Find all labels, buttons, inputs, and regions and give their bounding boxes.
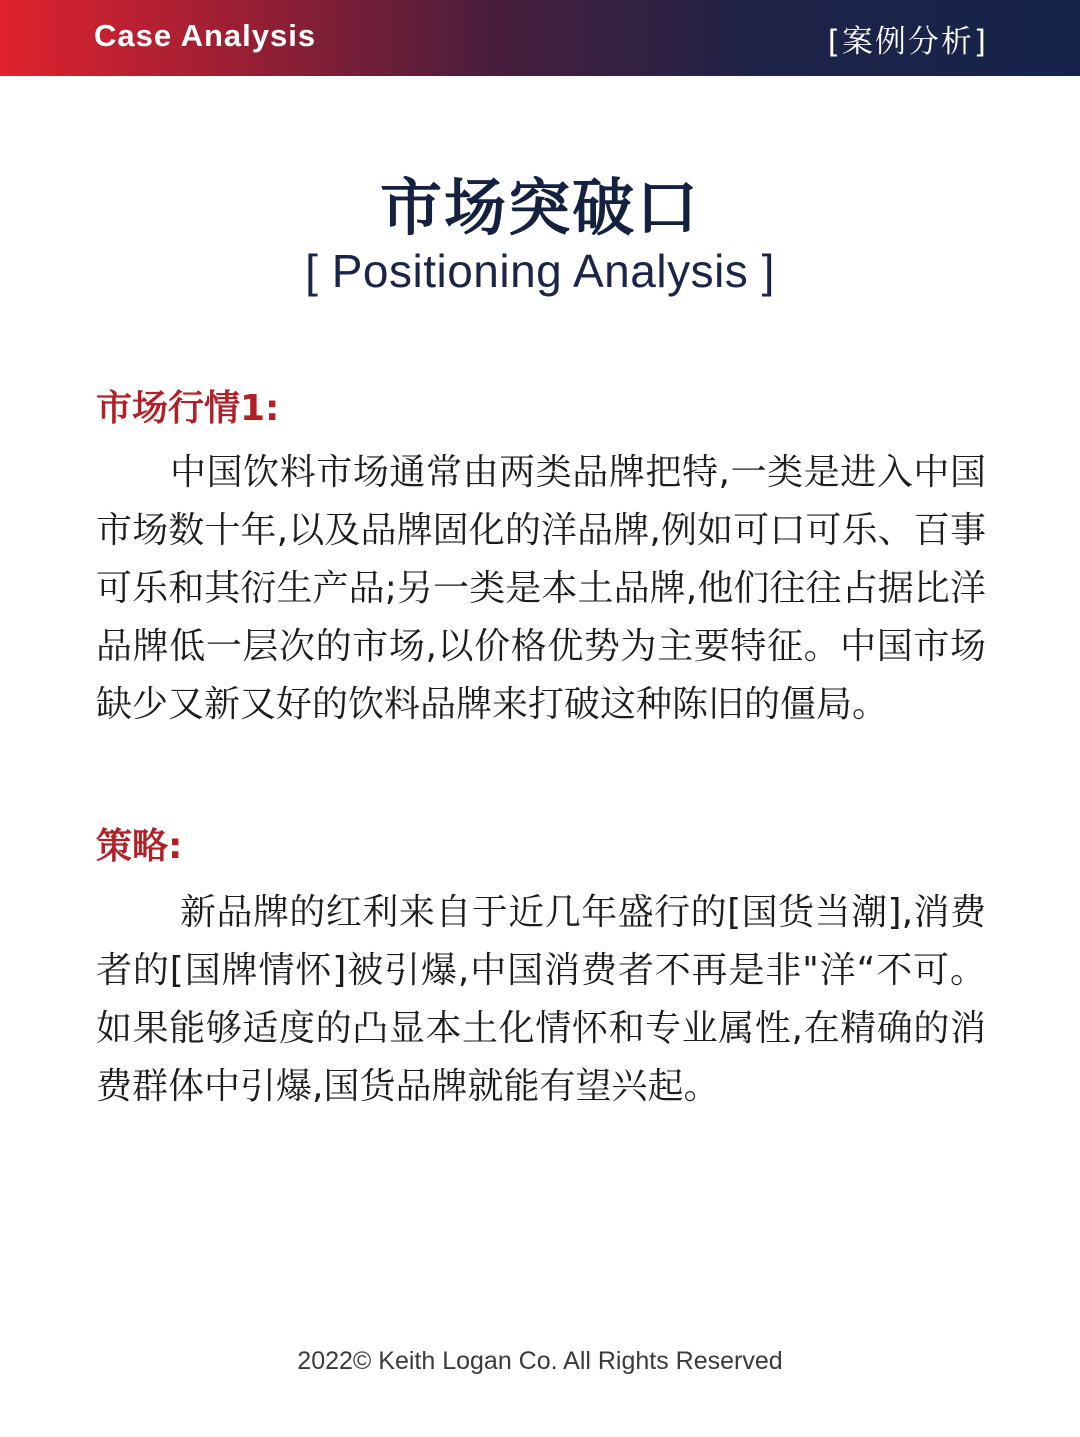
page-title: 市场突破口	[379, 171, 700, 244]
footer-copyright: 2022© Keith Logan Co. All Rights Reserved	[297, 1347, 783, 1375]
section-heading-market: 市场行情1:	[96, 388, 280, 429]
section-body-strategy: 新品牌的红利来自于近几年盛行的[国货当潮],消费者的[国牌情怀]被引爆,中国消费者不再是非"洋“不可。如果能够适度的凸显本土化情怀和专业属性,在精确的消费群体中引爆,国货品牌就能有望兴起。	[96, 892, 986, 1107]
header-category-label: [案例分析]	[827, 24, 988, 60]
header-label: Case Analysis	[94, 18, 317, 53]
header-bar	[0, 0, 1080, 76]
section-body-market: 中国饮料市场通常由两类品牌把特,一类是进入中国市场数十年,以及品牌固化的洋品牌,例如可口可乐、百事可乐和其衍生产品;另一类是本土品牌,他们往往占据比洋品牌低一层次的市场,以价格优势为主要特征。中国市场缺少又新又好的饮料品牌来打破这种陈旧的僵局。	[96, 452, 986, 725]
page-subtitle: [ Positioning Analysis ]	[305, 245, 775, 297]
section-heading-strategy: 策略:	[96, 826, 183, 867]
